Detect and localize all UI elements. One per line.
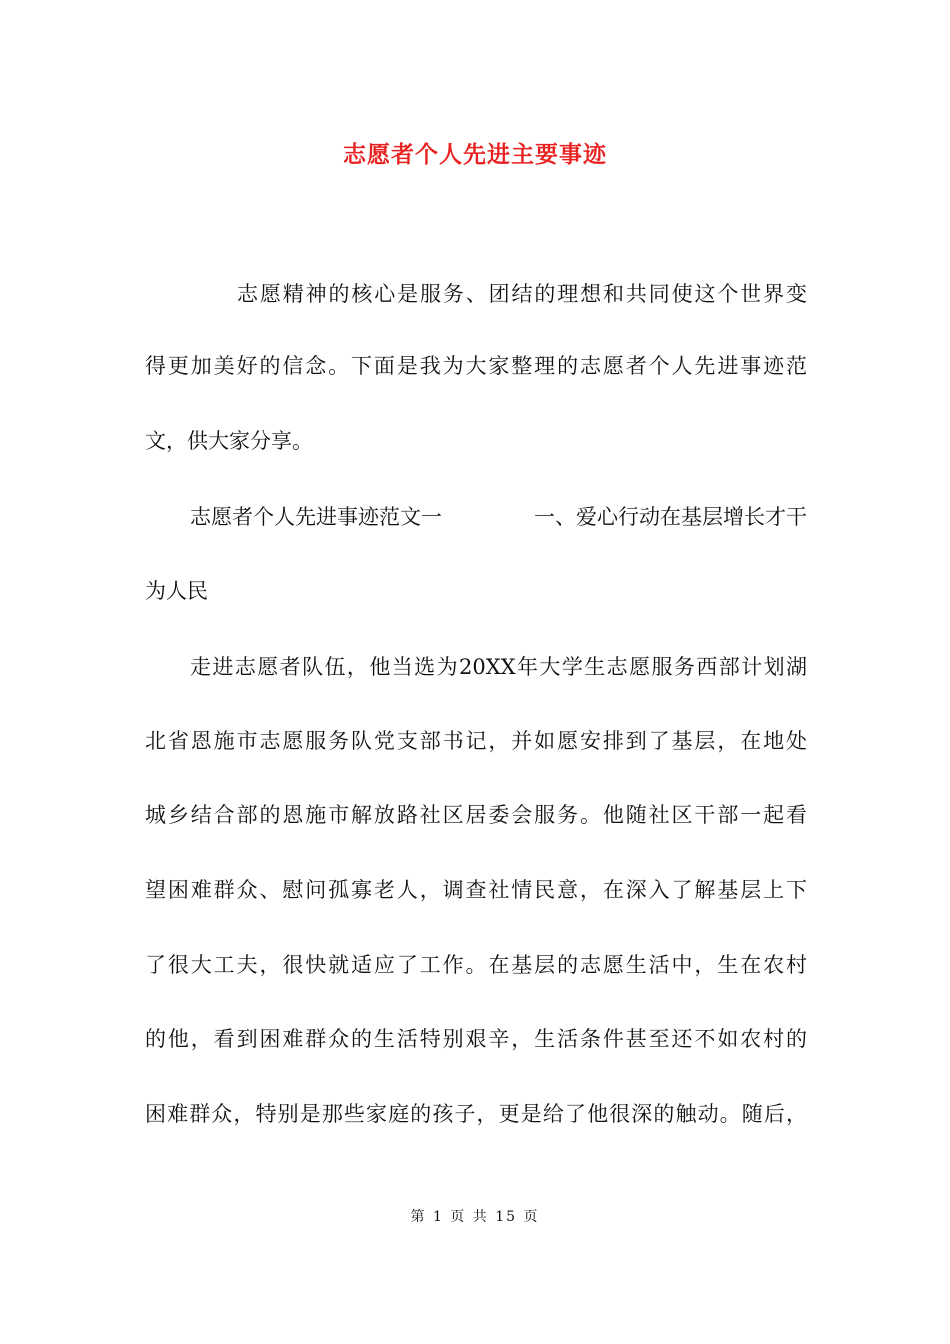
document-title: 志愿者个人先进主要事迹 [343,141,607,168]
body-line-3: 城乡结合部的恩施市解放路社区居委会服务。他随社区干部一起看 [145,803,807,827]
body-line-2: 北省恩施市志愿服务队党支部书记，并如愿安排到了基层，在地处 [145,729,807,753]
section-heading-continuation: 为人民 [145,579,208,603]
intro-line-2: 得更加美好的信念。下面是我为大家整理的志愿者个人先进事迹范 [145,354,807,378]
intro-line-3: 文，供大家分享。 [145,429,313,453]
body-line-1: 走进志愿者队伍，他当选为20XX年大学生志愿服务西部计划湖 [190,655,807,679]
section-heading-left: 志愿者个人先进事迹范文一 [190,505,442,529]
body-line-5: 了很大工夫，很快就适应了工作。在基层的志愿生活中，生在农村 [145,953,807,977]
body-line-7: 困难群众，特别是那些家庭的孩子，更是给了他很深的触动。随后， [145,1102,807,1126]
intro-line-1: 志愿精神的核心是服务、团结的理想和共同使这个世界变 [237,282,807,306]
section-heading [190,502,807,532]
body-line-6: 的他，看到困难群众的生活特别艰辛，生活条件甚至还不如农村的 [145,1027,807,1051]
section-heading-right: 一、爱心行动在基层增长才干 [534,505,807,529]
page-number-footer: 第 1 页 共 15 页 [410,1209,540,1225]
body-line-4: 望困难群众、慰问孤寡老人，调查社情民意，在深入了解基层上下 [145,878,807,902]
